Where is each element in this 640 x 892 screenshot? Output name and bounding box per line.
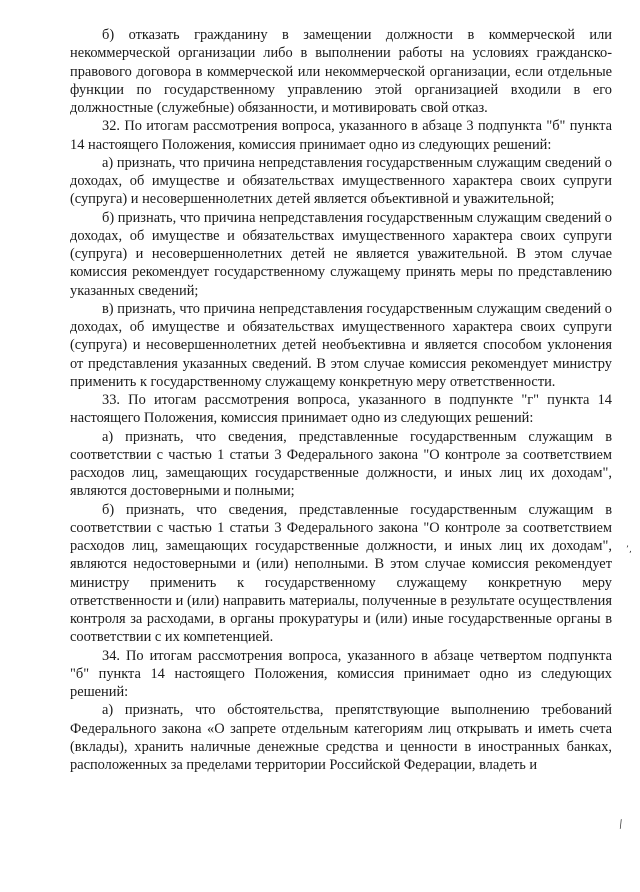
paragraph-b-refuse: б) отказать гражданину в замещении должности в коммерческой или некоммерческой организации либо в выполнении работы на условиях гражданско-правового договора в коммерческой или некоммерческой организации, если отдельные функции по государственному управлению этой организацией входили в его должностные (служебные) обязанности, и мотивировать свой отказ.: [70, 27, 612, 116]
paragraph-34-a: а) признать, что обстоятельства, препятствующие выполнению требований Федерального закона «О запрете отдельным категориям лиц открывать и иметь счета (вклады), хранить наличные денежные средства и ценности в иностранных банках, расположенных за пределами территории Российской Федерации, владеть и: [70, 702, 612, 773]
paragraph-32-v: в) признать, что причина непредставления государственным служащим сведений о доходах, об имуществе и обязательствах имущественного характера своих супруги (супруга) и несовершеннолетних детей необъективна и является способом уклонения от представления указанных сведений. В этом случае комиссия рекомендует министру применить к государственному служащему конкретную меру ответственности.: [70, 300, 612, 390]
document-body: [70, 26, 612, 774]
scan-speck: ’‚: [626, 545, 632, 555]
paragraph-33: 33. По итогам рассмотрения вопроса, указанного в подпункте "г" пункта 14 настоящего Положения, комиссия принимает одно из следующих решений:: [70, 392, 612, 427]
paragraph-32-a: а) признать, что причина непредставления государственным служащим сведений о доходах, об имуществе и обязательствах имущественного характера своих супруги (супруга) и несовершеннолетних детей является объективной и уважительной;: [70, 154, 612, 208]
paragraph-33-b: б) признать, что сведения, представленные государственным служащим в соответствии с частью 1 статьи 3 Федерального закона "О контроле за соответствием расходов лиц, замещающих государственные должности, и иных лиц их доходам", являются недостоверными и (или) неполными. В этом случае комиссия рекомендует министру применить к государственному служащему конкретную меру ответственности и (или) направить материалы, полученные в результате осуществления контроля за расходами, в органы прокуратуры и (или) иные государственные органы в соответствии с их компетенцией.: [70, 501, 612, 646]
paragraph-32-b: б) признать, что причина непредставления государственным служащим сведений о доходах, об имуществе и обязательствах имущественного характера своих супруги (супруга) и несовершеннолетних детей не является уважительной. В этом случае комиссия рекомендует государственному служащему принять меры по представлению указанных сведений;: [70, 209, 612, 299]
paragraph-33-a: а) признать, что сведения, представленные государственным служащим в соответствии с частью 1 статьи 3 Федерального закона "О контроле за соответствием расходов лиц, замещающих государственные должности, и иных лиц их доходам", являются достоверными и полными;: [70, 428, 612, 500]
scan-tick: ⁄: [617, 818, 625, 831]
paragraph-34: 34. По итогам рассмотрения вопроса, указанного в абзаце четвертом подпункта "б" пункта 14 настоящего Положения, комиссия принимает одно из следующих решений:: [70, 647, 612, 700]
paragraph-32: 32. По итогам рассмотрения вопроса, указанного в абзаце 3 подпункта "б" пункта 14 настоящего Положения, комиссия принимает одно из следующих решений:: [70, 118, 612, 153]
